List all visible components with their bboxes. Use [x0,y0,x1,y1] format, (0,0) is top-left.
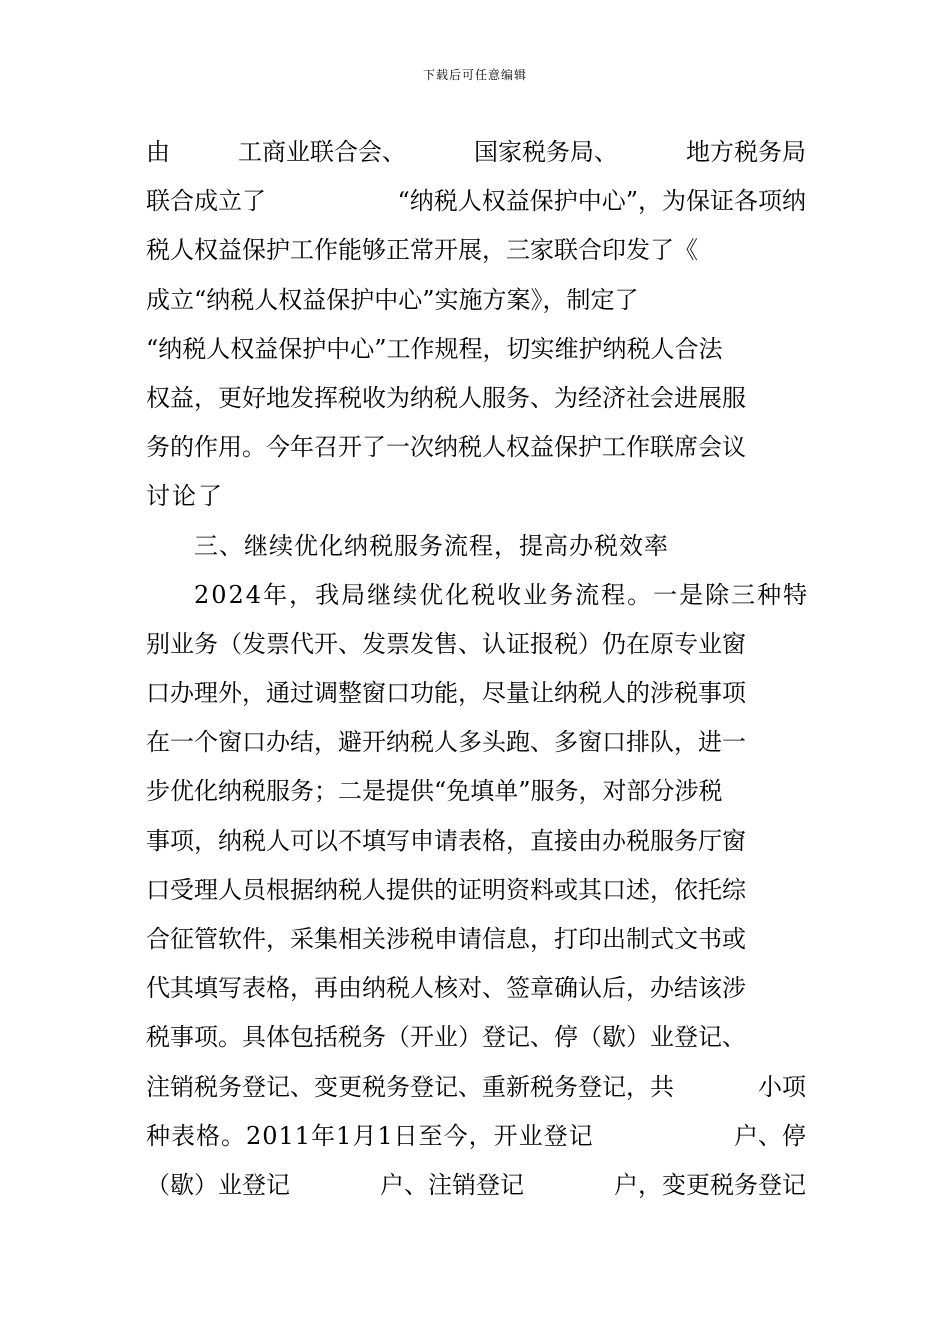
text-segment: 种表格。2011年1月1日至今，开业登记 [146,1121,594,1150]
text-segment: 合征管软件，采集相关涉税申请信息，打印出制式文书或 [146,925,746,953]
text-line [146,915,806,964]
text-line [146,767,806,816]
text-segment: 税人权益保护工作能够正常开展，三家联合印发了《 [146,236,698,265]
paragraph-first-line [146,571,810,620]
text-line [146,1063,806,1112]
text-line [146,1112,806,1161]
section-heading [146,522,806,571]
text-line [146,226,806,275]
text-line [146,325,806,374]
text-line [146,374,806,423]
text-segment: 务的作用。今年召开了一次纳税人权益保护工作联席会议 [146,433,746,462]
text-segment: 口办理外，通过调整窗口功能，尽量让纳税人的涉税事项 [146,679,746,708]
text-line [146,669,806,718]
text-line [146,866,806,915]
text-segment: 联合成立了 [146,187,266,216]
text-segment: 别业务（发票代开、发票发售、认证报税）仍在原专业窗 [146,629,746,658]
text-segment: 工商业联合会、 [238,138,406,166]
text-line [146,423,806,472]
heading-text: 三、继续优化纳税服务流程，提高办税效率 [194,531,669,560]
text-segment: 地方税务局 [686,138,806,166]
text-segment: 注销税务登记、变更税务登记、重新税务登记，共 [146,1072,674,1101]
text-segment: 权益，更好地发挥税收为纳税人服务、为经济社会进展服 [146,383,746,412]
text-segment: 代其填写表格，再由纳税人核对、签章确认后，办结该涉 [146,974,746,1003]
text-line [146,472,806,521]
text-segment: 讨论了 [146,482,224,511]
text-segment: “纳税人权益保护中心”，为保证各项纳 [397,187,806,216]
text-segment: 国家税务局、 [474,138,618,166]
text-segment: 事项，纳税人可以不填写申请表格，直接由办税服务厅窗 [146,826,746,855]
text-line [146,964,806,1013]
text-segment: 成立“纳税人权益保护中心”实施方案》，制定了 [146,285,639,314]
text-line [146,177,806,226]
text-line [146,718,806,767]
text-segment: 税事项。具体包括税务（开业）登记、停（歇）业登记、 [146,1023,746,1052]
text-segment: 户、注销登记 [380,1170,524,1199]
text-segment: （歇）业登记 [146,1170,290,1199]
text-line [146,276,806,325]
text-line [146,128,806,177]
text-segment: “纳税人权益保护中心”工作规程，切实维护纳税人合法 [146,334,723,363]
text-segment: 2024年，我局继续优化税收业务流程。一是除三种特 [194,580,810,609]
text-segment: 口受理人员根据纳税人提供的证明资料或其口述，依托综 [146,875,746,904]
text-line [146,620,806,669]
text-segment: 由 [146,138,170,166]
text-line [146,817,806,866]
text-line [146,1161,806,1210]
page-header-note: 下载后可任意编辑 [422,68,527,82]
document-body [146,128,810,1210]
text-segment: 步优化纳税服务；二是提供“免填单”服务，对部分涉税 [146,777,723,806]
text-segment: 户，变更税务登记 [614,1170,806,1199]
text-segment: 在一个窗口办结，避开纳税人多头跑、多窗口排队，进一 [146,728,746,757]
text-segment: 户、停 [734,1121,806,1150]
text-line [146,1013,806,1062]
text-segment: 小项 [758,1072,806,1101]
